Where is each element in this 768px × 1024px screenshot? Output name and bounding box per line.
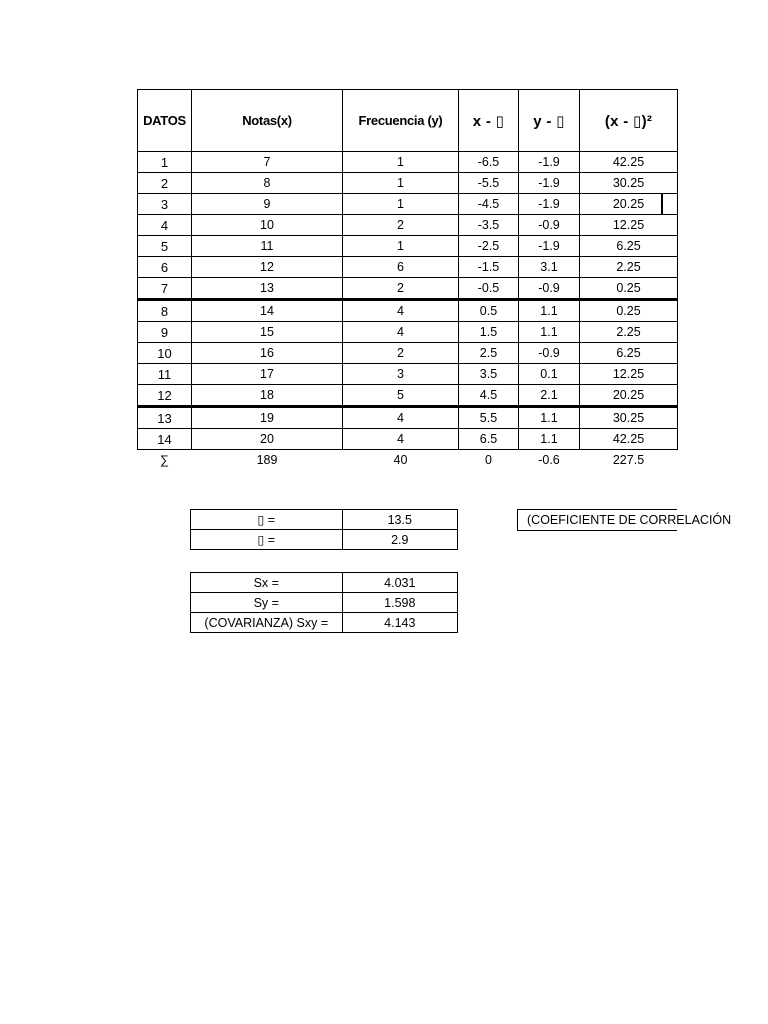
- header-notas[interactable]: Notas(x): [192, 90, 343, 152]
- x-deviation-cell[interactable]: -1.5: [459, 257, 519, 278]
- frecuencia-cell[interactable]: 6: [343, 257, 459, 278]
- x-deviation-cell[interactable]: 3.5: [459, 364, 519, 385]
- y-deviation-cell[interactable]: -1.9: [519, 236, 580, 257]
- x-deviation-squared-cell[interactable]: 42.25: [580, 429, 678, 450]
- x-deviation-squared-cell[interactable]: 0.25: [580, 300, 678, 322]
- x-deviation-squared-cell[interactable]: 12.25: [580, 215, 678, 236]
- y-deviation-cell[interactable]: -1.9: [519, 173, 580, 194]
- datos-cell[interactable]: 4: [138, 215, 192, 236]
- y-deviation-cell[interactable]: -0.9: [519, 215, 580, 236]
- x-deviation-cell[interactable]: -4.5: [459, 194, 519, 215]
- frecuencia-cell[interactable]: 4: [343, 407, 459, 429]
- x-deviation-squared-cell[interactable]: 2.25: [580, 257, 678, 278]
- frecuencia-cell[interactable]: 5: [343, 385, 459, 407]
- datos-cell[interactable]: 10: [138, 343, 192, 364]
- notas-cell[interactable]: 10: [192, 215, 343, 236]
- header-x-deviation[interactable]: x - ▯: [459, 90, 519, 152]
- x-deviation-squared-cell[interactable]: 20.25: [580, 385, 678, 407]
- x-deviation-cell[interactable]: 0.5: [459, 300, 519, 322]
- frecuencia-cell[interactable]: 4: [343, 322, 459, 343]
- datos-cell[interactable]: 1: [138, 152, 192, 173]
- y-deviation-cell[interactable]: -1.9: [519, 152, 580, 173]
- x-deviation-squared-cell[interactable]: 6.25: [580, 343, 678, 364]
- x-deviation-cell[interactable]: -0.5: [459, 278, 519, 300]
- x-deviation-squared-cell[interactable]: 2.25: [580, 322, 678, 343]
- y-deviation-cell[interactable]: -0.9: [519, 278, 580, 300]
- datos-cell[interactable]: 7: [138, 278, 192, 300]
- y-deviation-cell[interactable]: 1.1: [519, 407, 580, 429]
- sum-x-deviation-cell[interactable]: 0: [485, 453, 492, 467]
- notas-cell[interactable]: 17: [192, 364, 343, 385]
- datos-cell[interactable]: 12: [138, 385, 192, 407]
- x-deviation-cell[interactable]: 4.5: [459, 385, 519, 407]
- x-deviation-cell[interactable]: 6.5: [459, 429, 519, 450]
- mean-row-label[interactable]: ▯ =: [191, 530, 343, 550]
- x-deviation-squared-cell[interactable]: 0.25: [580, 278, 678, 300]
- notas-cell[interactable]: 14: [192, 300, 343, 322]
- datos-cell[interactable]: 5: [138, 236, 192, 257]
- y-deviation-cell[interactable]: 1.1: [519, 322, 580, 343]
- frecuencia-cell[interactable]: 2: [343, 215, 459, 236]
- sum-symbol[interactable]: ∑: [160, 453, 169, 467]
- y-deviation-cell[interactable]: 1.1: [519, 429, 580, 450]
- mean-row-value[interactable]: 2.9: [342, 530, 457, 550]
- x-deviation-squared-cell[interactable]: 30.25: [580, 173, 678, 194]
- datos-cell[interactable]: 2: [138, 173, 192, 194]
- notas-cell[interactable]: 13: [192, 278, 343, 300]
- notas-cell[interactable]: 8: [192, 173, 343, 194]
- notas-cell[interactable]: 19: [192, 407, 343, 429]
- x-deviation-cell[interactable]: -2.5: [459, 236, 519, 257]
- header-y-deviation[interactable]: y - ▯: [519, 90, 580, 152]
- notas-cell[interactable]: 20: [192, 429, 343, 450]
- sum-y-deviation-cell[interactable]: -0.6: [538, 453, 560, 467]
- frecuencia-cell[interactable]: 1: [343, 152, 459, 173]
- correlation-coefficient-cell[interactable]: (COEFICIENTE DE CORRELACIÓN: [517, 509, 677, 531]
- frecuencia-cell[interactable]: 4: [343, 300, 459, 322]
- y-deviation-cell[interactable]: 2.1: [519, 385, 580, 407]
- sum-notas-cell[interactable]: 189: [256, 453, 278, 467]
- frecuencia-cell[interactable]: 4: [343, 429, 459, 450]
- frecuencia-cell[interactable]: 2: [343, 278, 459, 300]
- mean-row-value[interactable]: 13.5: [342, 510, 457, 530]
- stat-row-label[interactable]: Sy =: [191, 593, 343, 613]
- datos-cell[interactable]: 9: [138, 322, 192, 343]
- header-frecuencia[interactable]: Frecuencia (y): [343, 90, 459, 152]
- notas-cell[interactable]: 15: [192, 322, 343, 343]
- notas-cell[interactable]: 18: [192, 385, 343, 407]
- sum-x-deviation-squared-cell[interactable]: 227.5: [612, 453, 645, 467]
- x-deviation-cell[interactable]: -3.5: [459, 215, 519, 236]
- datos-cell[interactable]: 14: [138, 429, 192, 450]
- x-deviation-squared-cell[interactable]: 12.25: [580, 364, 678, 385]
- sum-frecuencia-cell[interactable]: 40: [393, 453, 408, 467]
- x-deviation-squared-cell[interactable]: 6.25: [580, 236, 678, 257]
- y-deviation-cell[interactable]: 0.1: [519, 364, 580, 385]
- notas-cell[interactable]: 7: [192, 152, 343, 173]
- header-x-deviation-squared[interactable]: (x - ▯)²: [580, 90, 678, 152]
- datos-cell[interactable]: 13: [138, 407, 192, 429]
- selected-cell-border: [661, 194, 663, 215]
- notas-cell[interactable]: 11: [192, 236, 343, 257]
- x-deviation-cell[interactable]: -5.5: [459, 173, 519, 194]
- x-deviation-cell[interactable]: 1.5: [459, 322, 519, 343]
- x-deviation-squared-cell[interactable]: 30.25: [580, 407, 678, 429]
- datos-cell[interactable]: 3: [138, 194, 192, 215]
- x-deviation-cell[interactable]: -6.5: [459, 152, 519, 173]
- notas-cell[interactable]: 16: [192, 343, 343, 364]
- y-deviation-cell[interactable]: 1.1: [519, 300, 580, 322]
- mean-row-label[interactable]: ▯ =: [191, 510, 343, 530]
- frecuencia-cell[interactable]: 1: [343, 194, 459, 215]
- frecuencia-cell[interactable]: 3: [343, 364, 459, 385]
- frecuencia-cell[interactable]: 1: [343, 173, 459, 194]
- frecuencia-cell[interactable]: 1: [343, 236, 459, 257]
- datos-cell[interactable]: 11: [138, 364, 192, 385]
- stat-row-label[interactable]: Sx =: [191, 573, 343, 593]
- stat-row-value[interactable]: 4.031: [342, 573, 457, 593]
- stat-row-label[interactable]: (COVARIANZA) Sxy =: [191, 613, 343, 633]
- y-deviation-cell[interactable]: 3.1: [519, 257, 580, 278]
- notas-cell[interactable]: 12: [192, 257, 343, 278]
- datos-cell[interactable]: 6: [138, 257, 192, 278]
- header-datos[interactable]: DATOS: [138, 90, 192, 152]
- x-deviation-squared-cell[interactable]: 20.25: [580, 194, 678, 215]
- x-deviation-squared-cell[interactable]: 42.25: [580, 152, 678, 173]
- notas-cell[interactable]: 9: [192, 194, 343, 215]
- stat-row-value[interactable]: 4.143: [342, 613, 457, 633]
- x-deviation-cell[interactable]: 2.5: [459, 343, 519, 364]
- stat-row-value[interactable]: 1.598: [342, 593, 457, 613]
- x-deviation-cell[interactable]: 5.5: [459, 407, 519, 429]
- datos-cell[interactable]: 8: [138, 300, 192, 322]
- frecuencia-cell[interactable]: 2: [343, 343, 459, 364]
- y-deviation-cell[interactable]: -0.9: [519, 343, 580, 364]
- y-deviation-cell[interactable]: -1.9: [519, 194, 580, 215]
